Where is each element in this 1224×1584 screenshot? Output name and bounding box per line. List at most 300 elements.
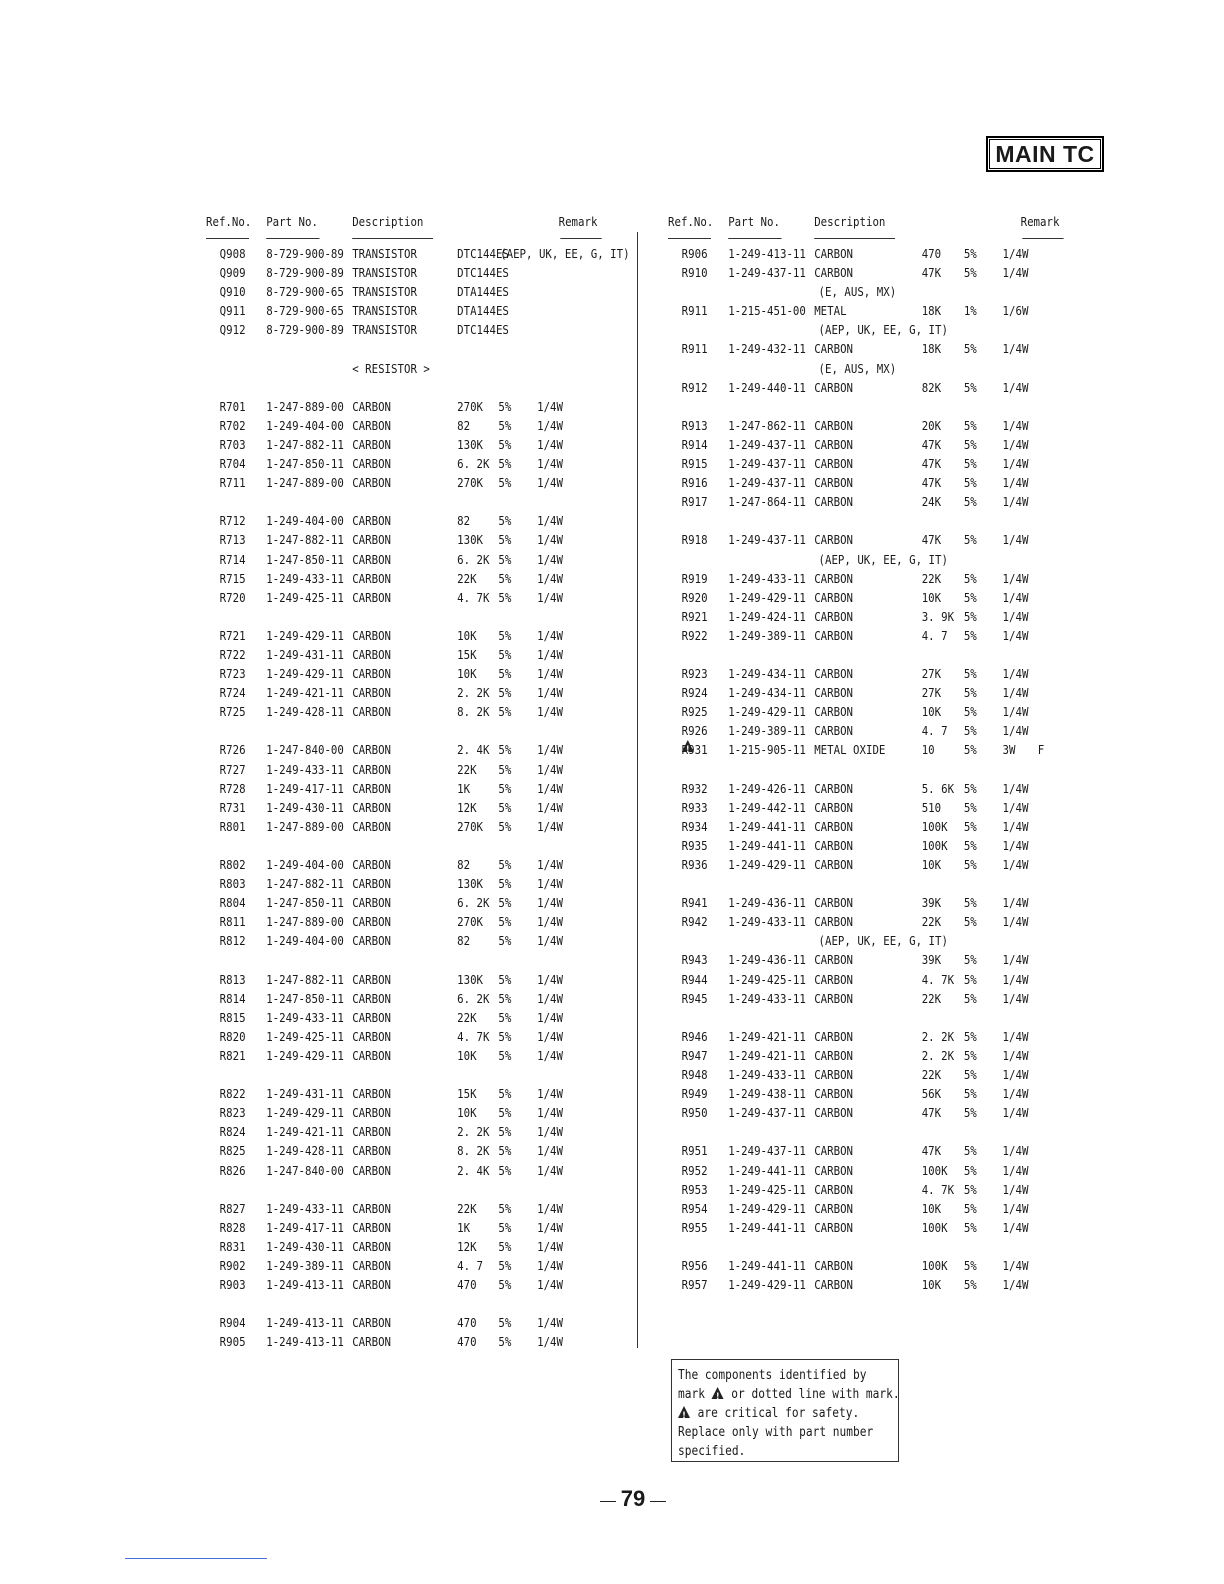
wattage: 1/4W xyxy=(537,1047,563,1063)
table-row xyxy=(668,1275,1072,1294)
value: 15K xyxy=(457,646,477,662)
destination-note-text: (AEP, UK, EE, G, IT) xyxy=(818,933,948,949)
value: 82 xyxy=(457,857,471,872)
part-no: 1-249-417-11 xyxy=(266,780,344,796)
table-row xyxy=(206,1103,610,1122)
description: CARBON xyxy=(352,551,392,567)
wattage: 1/4W xyxy=(537,1219,563,1235)
description: CARBON xyxy=(814,1143,854,1159)
ref-no: R701 xyxy=(219,398,246,414)
description: CARBON xyxy=(352,1277,392,1293)
value: 470 xyxy=(921,246,942,261)
tolerance: 5% xyxy=(498,1334,512,1350)
part-no: 1-249-429-11 xyxy=(266,1105,344,1121)
table-row xyxy=(206,779,610,798)
safety-note-line: ! are critical for safety. xyxy=(678,1404,862,1423)
table-row xyxy=(206,931,610,950)
part-no: 1-249-441-11 xyxy=(728,837,806,853)
table-row xyxy=(668,454,1072,473)
table-row xyxy=(206,530,610,549)
tolerance: 5% xyxy=(498,914,512,930)
description: CARBON xyxy=(352,914,392,930)
part-no: 1-249-421-11 xyxy=(728,1047,806,1063)
value: 10K xyxy=(921,1277,942,1293)
table-row xyxy=(668,530,1072,549)
wattage: 1/4W xyxy=(1002,857,1029,872)
description: CARBON xyxy=(814,704,854,720)
part-no: 1-249-437-11 xyxy=(728,265,806,281)
description: CARBON xyxy=(814,627,854,643)
part-no: 1-249-437-11 xyxy=(728,1143,806,1159)
table-row xyxy=(206,569,610,588)
table-row xyxy=(206,1161,610,1180)
description: CARBON xyxy=(352,1334,392,1350)
tolerance: 5% xyxy=(498,1028,512,1044)
tolerance: 5% xyxy=(963,837,977,853)
description: CARBON xyxy=(814,685,854,701)
value: 10K xyxy=(457,1105,477,1121)
ref-no: R728 xyxy=(219,780,246,796)
value: 47K xyxy=(921,436,942,452)
description: CARBON xyxy=(352,398,392,414)
tolerance: 5% xyxy=(498,1009,512,1025)
blank-row xyxy=(206,1180,610,1199)
part-no: 1-249-431-11 xyxy=(266,1086,344,1102)
description: CARBON xyxy=(352,1143,392,1159)
table-row xyxy=(668,1103,1072,1122)
section-heading xyxy=(206,359,610,378)
ref-no: R822 xyxy=(219,1086,246,1102)
part-no: 1-249-433-11 xyxy=(266,1009,344,1025)
ref-no: R934 xyxy=(681,818,708,834)
tolerance: 5% xyxy=(498,1257,512,1273)
part-no: 1-247-882-11 xyxy=(266,532,344,548)
value: DTC144ES xyxy=(457,246,509,261)
value: 27K xyxy=(921,666,942,682)
tolerance: 5% xyxy=(963,1086,977,1102)
part-no: 1-249-404-00 xyxy=(266,857,344,872)
table-row xyxy=(668,1218,1072,1237)
wattage: 1/4W xyxy=(1002,1067,1029,1083)
part-no: 1-249-429-11 xyxy=(728,857,806,872)
tolerance: 5% xyxy=(498,704,512,720)
tolerance: 5% xyxy=(498,589,512,605)
part-no: 1-249-413-11 xyxy=(266,1315,344,1331)
part-no: 1-249-421-11 xyxy=(266,685,344,701)
parts-table-left xyxy=(206,210,630,1351)
value: 2. 2K xyxy=(921,1047,955,1063)
wattage: 1/4W xyxy=(1002,1181,1029,1197)
table-row xyxy=(206,1084,610,1103)
tolerance: 5% xyxy=(498,799,512,815)
table-row xyxy=(668,588,1072,607)
part-no: 1-249-404-00 xyxy=(266,417,344,433)
value: 12K xyxy=(457,799,477,815)
part-no: 1-249-441-11 xyxy=(728,818,806,834)
part-no: 1-249-442-11 xyxy=(728,799,806,815)
table-row xyxy=(668,626,1072,645)
description: CARBON xyxy=(352,1200,392,1216)
value: 4. 7K xyxy=(457,1028,490,1044)
description: CARBON xyxy=(814,1028,854,1044)
wattage: 1/4W xyxy=(1002,417,1029,433)
tolerance: 5% xyxy=(963,532,977,548)
value: 22K xyxy=(921,914,942,930)
tolerance: 5% xyxy=(963,1143,977,1159)
part-no: 1-215-905-11 xyxy=(728,742,806,758)
part-no: 1-249-429-11 xyxy=(266,627,344,643)
ref-no: R827 xyxy=(219,1200,246,1216)
description: CARBON xyxy=(814,246,854,261)
table-row xyxy=(668,855,1072,874)
wattage: 1/4W xyxy=(1002,341,1029,357)
part-no: 1-249-434-11 xyxy=(728,685,806,701)
ref-no: R918 xyxy=(681,532,708,548)
tolerance: 5% xyxy=(963,570,977,586)
description: CARBON xyxy=(352,780,392,796)
ref-no: R922 xyxy=(681,627,708,643)
table-row xyxy=(206,1237,610,1256)
ref-no: R904 xyxy=(219,1315,246,1331)
blank-row xyxy=(668,760,1072,779)
destination-note xyxy=(668,931,1072,950)
tolerance: 5% xyxy=(963,379,977,395)
part-no: 1-249-424-11 xyxy=(728,608,806,624)
tolerance: 5% xyxy=(963,723,977,739)
part-no: 1-249-433-11 xyxy=(728,990,806,1006)
part-no: 1-249-417-11 xyxy=(266,1219,344,1235)
part-no: 1-249-429-11 xyxy=(728,1200,806,1216)
part-no: 1-249-441-11 xyxy=(728,1219,806,1235)
ref-no: R903 xyxy=(219,1277,246,1293)
part-no: 1-249-389-11 xyxy=(266,1257,344,1273)
part-no: 1-249-433-11 xyxy=(728,914,806,930)
description: CARBON xyxy=(352,1315,392,1331)
value: 470 xyxy=(457,1334,477,1350)
ref-no: R902 xyxy=(219,1257,246,1273)
header-description: Description xyxy=(814,214,886,229)
value: 2. 2K xyxy=(457,1124,490,1140)
section-label: < RESISTOR > xyxy=(352,360,430,376)
ref-no: R720 xyxy=(219,589,246,605)
part-no: 1-247-840-00 xyxy=(266,742,344,758)
value: 1K xyxy=(457,1219,471,1235)
value: 47K xyxy=(921,1143,942,1159)
table-header xyxy=(668,210,1072,244)
ref-no: R811 xyxy=(219,914,246,930)
table-row xyxy=(206,435,610,454)
ref-no: R914 xyxy=(681,436,708,452)
ref-no: R702 xyxy=(219,417,246,433)
table-row xyxy=(206,664,610,683)
value: 20K xyxy=(921,417,942,433)
part-no: 1-249-433-11 xyxy=(728,570,806,586)
wattage: 1/4W xyxy=(1002,971,1029,987)
description: CARBON xyxy=(352,1047,392,1063)
part-no: 1-249-434-11 xyxy=(728,666,806,682)
table-row xyxy=(668,378,1072,397)
ref-no: R954 xyxy=(681,1200,708,1216)
table-row xyxy=(668,740,1072,759)
part-no: 1-249-433-11 xyxy=(266,761,344,777)
ref-no: R721 xyxy=(219,627,246,643)
tolerance: 5% xyxy=(963,417,977,433)
ref-no: R913 xyxy=(681,417,708,433)
table-row xyxy=(206,817,610,836)
description: CARBON xyxy=(352,742,392,758)
wattage: 1/4W xyxy=(1002,608,1029,624)
ref-no: R915 xyxy=(681,456,708,472)
tolerance: 5% xyxy=(498,933,512,949)
value: 15K xyxy=(457,1086,477,1102)
value: 2. 4K xyxy=(457,742,490,758)
tolerance: 5% xyxy=(498,436,512,452)
part-no: 1-247-850-11 xyxy=(266,895,344,911)
description: CARBON xyxy=(814,1200,854,1216)
wattage: 1/4W xyxy=(537,1124,563,1140)
part-no: 1-247-889-00 xyxy=(266,475,344,491)
parts-table-right xyxy=(668,210,1072,1294)
wattage: 1/4W xyxy=(537,818,563,834)
value: 47K xyxy=(921,1105,942,1121)
tolerance: 5% xyxy=(963,1028,977,1044)
value: 100K xyxy=(921,1219,948,1235)
ref-no: R944 xyxy=(681,971,708,987)
description: CARBON xyxy=(814,895,854,911)
table-row xyxy=(668,1199,1072,1218)
blank-row xyxy=(206,492,610,511)
tolerance: 5% xyxy=(963,456,977,472)
description: CARBON xyxy=(352,685,392,701)
header-description: Description xyxy=(352,214,424,229)
tolerance: 5% xyxy=(498,475,512,491)
value: 22K xyxy=(921,1067,942,1083)
part-no: 1-249-425-11 xyxy=(728,971,806,987)
table-row xyxy=(668,1141,1072,1160)
ref-no: R815 xyxy=(219,1009,246,1025)
ref-no: Q908 xyxy=(219,246,246,261)
description: CARBON xyxy=(352,971,392,987)
table-row xyxy=(206,397,610,416)
tolerance: 5% xyxy=(498,1315,512,1331)
description: METAL xyxy=(814,303,847,319)
wattage: 1/4W xyxy=(537,646,563,662)
description: CARBON xyxy=(352,990,392,1006)
wattage: 1/4W xyxy=(1002,837,1029,853)
description: CARBON xyxy=(352,1238,392,1254)
value: 82 xyxy=(457,513,471,529)
tolerance: 5% xyxy=(963,1200,977,1216)
blank-row xyxy=(668,1122,1072,1141)
table-row xyxy=(206,282,610,301)
tolerance: 5% xyxy=(498,990,512,1006)
table-row xyxy=(206,912,610,931)
ref-no: R825 xyxy=(219,1143,246,1159)
safety-note-line: Replace only with part number xyxy=(678,1425,874,1440)
value: 2. 4K xyxy=(457,1162,490,1178)
table-row xyxy=(668,817,1072,836)
wattage: 1/4W xyxy=(537,1105,563,1121)
value: 22K xyxy=(457,570,477,586)
value: 6. 2K xyxy=(457,551,490,567)
part-no: 1-249-389-11 xyxy=(728,627,806,643)
part-no: 1-249-431-11 xyxy=(266,646,344,662)
wattage: 1/4W xyxy=(537,799,563,815)
description: CARBON xyxy=(352,1086,392,1102)
wattage: 1/4W xyxy=(537,1086,563,1102)
description: CARBON xyxy=(814,818,854,834)
part-no: 1-249-413-11 xyxy=(266,1277,344,1293)
tolerance: 5% xyxy=(963,627,977,643)
description: CARBON xyxy=(814,1257,854,1273)
ref-no: R921 xyxy=(681,608,708,624)
value: DTC144ES xyxy=(457,322,509,338)
value: 10K xyxy=(921,589,942,605)
wattage: 1/4W xyxy=(1002,990,1029,1006)
part-no: 8-729-900-89 xyxy=(266,265,344,281)
tolerance: 5% xyxy=(963,818,977,834)
table-row xyxy=(206,760,610,779)
tolerance: 5% xyxy=(963,1257,977,1273)
wattage: 1/4W xyxy=(1002,1105,1029,1121)
value: 10K xyxy=(457,1047,477,1063)
table-row xyxy=(668,607,1072,626)
table-row xyxy=(206,855,610,874)
tolerance: 5% xyxy=(963,608,977,624)
value: 270K xyxy=(457,475,484,491)
table-row xyxy=(206,320,610,339)
tolerance: 5% xyxy=(963,265,977,281)
value: 2. 2K xyxy=(921,1028,955,1044)
description: CARBON xyxy=(352,417,392,433)
ref-no: R712 xyxy=(219,513,246,529)
footer-rule xyxy=(125,1558,267,1559)
table-row xyxy=(206,1218,610,1237)
wattage: 1/4W xyxy=(537,436,563,452)
ref-no: R912 xyxy=(681,379,708,395)
value: 47K xyxy=(921,532,942,548)
description: CARBON xyxy=(814,589,854,605)
description: CARBON xyxy=(352,857,392,872)
part-no: 1-249-437-11 xyxy=(728,436,806,452)
wattage: 1/4W xyxy=(537,971,563,987)
ref-no: R948 xyxy=(681,1067,708,1083)
description: CARBON xyxy=(352,1009,392,1025)
part-no: 1-249-389-11 xyxy=(728,723,806,739)
description: CARBON xyxy=(814,1067,854,1083)
column-divider xyxy=(637,232,638,1348)
value: 10K xyxy=(457,666,477,682)
part-no: 1-249-441-11 xyxy=(728,1257,806,1273)
wattage: 1/4W xyxy=(1002,1047,1029,1063)
table-row xyxy=(206,244,630,263)
wattage: 1/4W xyxy=(537,685,563,701)
value: 470 xyxy=(457,1315,477,1331)
ref-no: R722 xyxy=(219,646,246,662)
value: 270K xyxy=(457,914,484,930)
part-no: 1-249-421-11 xyxy=(728,1028,806,1044)
wattage: 1/4W xyxy=(1002,627,1029,643)
blank-row xyxy=(206,836,610,855)
wattage: 1/4W xyxy=(1002,952,1029,968)
part-no: 1-249-436-11 xyxy=(728,895,806,911)
wattage: 1/4W xyxy=(1002,723,1029,739)
wattage: 1/4W xyxy=(537,1277,563,1293)
wattage: 1/4W xyxy=(1002,475,1029,491)
value: 82K xyxy=(921,379,942,395)
description: CARBON xyxy=(814,914,854,930)
description: CARBON xyxy=(814,1162,854,1178)
description: CARBON xyxy=(814,780,854,796)
wattage: 1/4W xyxy=(537,742,563,758)
table-row xyxy=(206,1256,610,1275)
wattage: 1/4W xyxy=(537,627,563,643)
tolerance: 5% xyxy=(498,818,512,834)
part-no: 1-249-437-11 xyxy=(728,1105,806,1121)
safety-note-box xyxy=(671,1359,899,1462)
value: 130K xyxy=(457,436,484,452)
table-row xyxy=(206,263,610,282)
ref-no: R911 xyxy=(681,341,708,357)
value: 39K xyxy=(921,895,942,911)
table-row xyxy=(668,492,1072,511)
description: CARBON xyxy=(352,1124,392,1140)
value: 100K xyxy=(921,1257,948,1273)
part-no: 1-249-404-00 xyxy=(266,933,344,949)
header-ref-no: Ref.No. xyxy=(206,214,252,229)
tolerance: 5% xyxy=(498,532,512,548)
part-no: 1-249-436-11 xyxy=(728,952,806,968)
table-row xyxy=(668,1161,1072,1180)
table-row xyxy=(206,740,610,759)
tolerance: 5% xyxy=(498,398,512,414)
safety-note-line: specified. xyxy=(678,1444,746,1459)
value: 130K xyxy=(457,532,484,548)
tolerance: 5% xyxy=(498,1105,512,1121)
tolerance: 5% xyxy=(498,876,512,892)
table-row xyxy=(206,1275,610,1294)
part-no: 8-729-900-89 xyxy=(266,322,344,338)
tolerance: 5% xyxy=(498,513,512,529)
part-no: 1-215-451-00 xyxy=(728,303,806,319)
ref-no: R723 xyxy=(219,666,246,682)
wattage: 1/4W xyxy=(537,1162,563,1178)
part-no: 1-249-437-11 xyxy=(728,475,806,491)
section-title-box: MAIN TC xyxy=(986,136,1104,172)
table-row xyxy=(206,989,610,1008)
part-no: 1-249-441-11 xyxy=(728,1162,806,1178)
wattage: 1/4W xyxy=(1002,379,1029,395)
blank-row xyxy=(206,1294,610,1313)
value: 18K xyxy=(921,341,942,357)
ref-no: R725 xyxy=(219,704,246,720)
tolerance: 5% xyxy=(498,1047,512,1063)
safety-note-line: The components identified by xyxy=(678,1368,867,1383)
part-no: 1-249-432-11 xyxy=(728,341,806,357)
tolerance: 5% xyxy=(963,952,977,968)
description: CARBON xyxy=(352,589,392,605)
ref-no: R703 xyxy=(219,436,246,452)
value: 6. 2K xyxy=(457,456,490,472)
wattage: 1/4W xyxy=(537,417,563,433)
table-row xyxy=(668,779,1072,798)
part-no: 1-249-429-11 xyxy=(728,1277,806,1293)
destination-note-text: (E, AUS, MX) xyxy=(818,284,897,300)
value: 27K xyxy=(921,685,942,701)
ref-no: R831 xyxy=(219,1238,246,1254)
destination-note xyxy=(668,550,1072,569)
wattage: 1/4W xyxy=(537,761,563,777)
